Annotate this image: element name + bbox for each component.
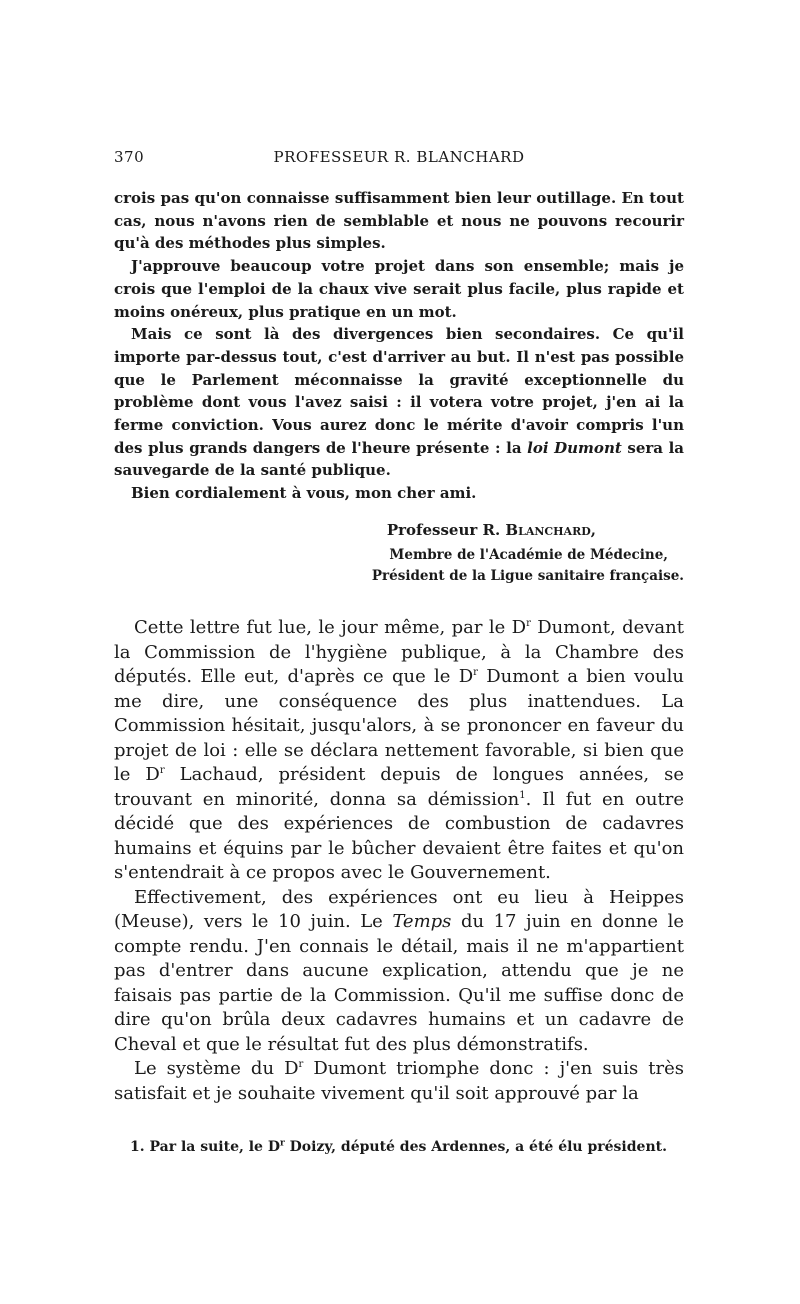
letter-paragraph: crois pas qu'on connaisse suffisamment bien leur outillage. En tout cas, nous n'avons rien de semblable et nous ne pouvons recourir qu'à des méthodes plus simples.	[114, 189, 684, 253]
signature-title-1: Membre de l'Académie de Médecine,	[389, 547, 668, 563]
body-paragraph: Le système du $D^r$ Dumont triomphe donc : j'en suis très satisfait et je souhaite vivement qu'il soit approuvé par la	[114, 1058, 684, 1104]
running-title: PROFESSEUR R. BLANCHARD	[273, 148, 525, 166]
signature-title-2: Président de la Ligue sanitaire française.	[371, 568, 684, 584]
letter-closing: Bien cordialement à vous, mon cher ami.	[131, 484, 477, 503]
page-number: 370	[114, 148, 145, 166]
footnote-marker: 1.	[130, 1139, 145, 1155]
body-paragraph: Cette lettre fut lue, le jour même, par le $D^r$ Dumont, devant la Commission de l'hygiène publique, à la Chambre des députés. Elle eut, d'après ce que le $D^r$ Dumont a bien voulu me dire, une conséquence des plus inattendues. La Commission hésitait, jusqu'alors, à se prononcer en faveur du projet de loi : elle se déclara nettement favorable, si bien que le $D^r$ Lachaud, président depuis de longues années, se trouvant en minorité, donna sa démission$^1$. Il fut en outre décidé que des expériences de combustion de cadavres humains et équins par le bûcher devaient être faites et qu'on s'entendrait à ce propos avec le Gouvernement.	[114, 617, 684, 883]
footnote: 1. Par la suite, le $D^r$ Doizy, député des Ardennes, a été élu président.	[114, 1137, 684, 1157]
main-text	[114, 616, 684, 1106]
letter-text	[114, 187, 684, 505]
signature-name: Professeur R. Blanchard,	[386, 521, 596, 539]
footnote-reference: 1	[519, 789, 526, 801]
letter-paragraph: Mais ce sont là des divergences bien secondaires. Ce qu'il importe par-dessus tout, c'est d'arriver au but. Il n'est pas possible que le Parlement méconnaisse la gravité exceptionnelle du problème dont vous l'avez saisi : il votera votre projet, j'en ai la ferme conviction. Vous aurez donc le mérite d'avoir compris l'un des plus grands dangers de l'heure présente : la loi Dumont sera la sauvegarde de la santé publique.	[114, 325, 684, 480]
signature-block	[114, 519, 684, 587]
italic-law-name: loi Dumont	[527, 438, 622, 457]
italic-newspaper-name: Temps	[392, 911, 452, 932]
letter-paragraph: J'approuve beaucoup votre projet dans son ensemble; mais je crois que l'emploi de la chaux vive serait plus facile, plus rapide et moins onéreux, plus pratique en un mot.	[114, 257, 684, 321]
body-paragraph: Effectivement, des expériences ont eu lieu à Heippes (Meuse), vers le 10 juin. Le Temps du 17 juin en donne le compte rendu. J'en connais le détail, mais il ne m'appartient pas d'entrer dans aucune explication, attendu que je ne faisais pas partie de la Commission. Qu'il me suffise donc de dire qu'on brûla deux cadavres humains et un cadavre de Cheval et que le résultat fut des plus démonstratifs.	[114, 886, 684, 1055]
